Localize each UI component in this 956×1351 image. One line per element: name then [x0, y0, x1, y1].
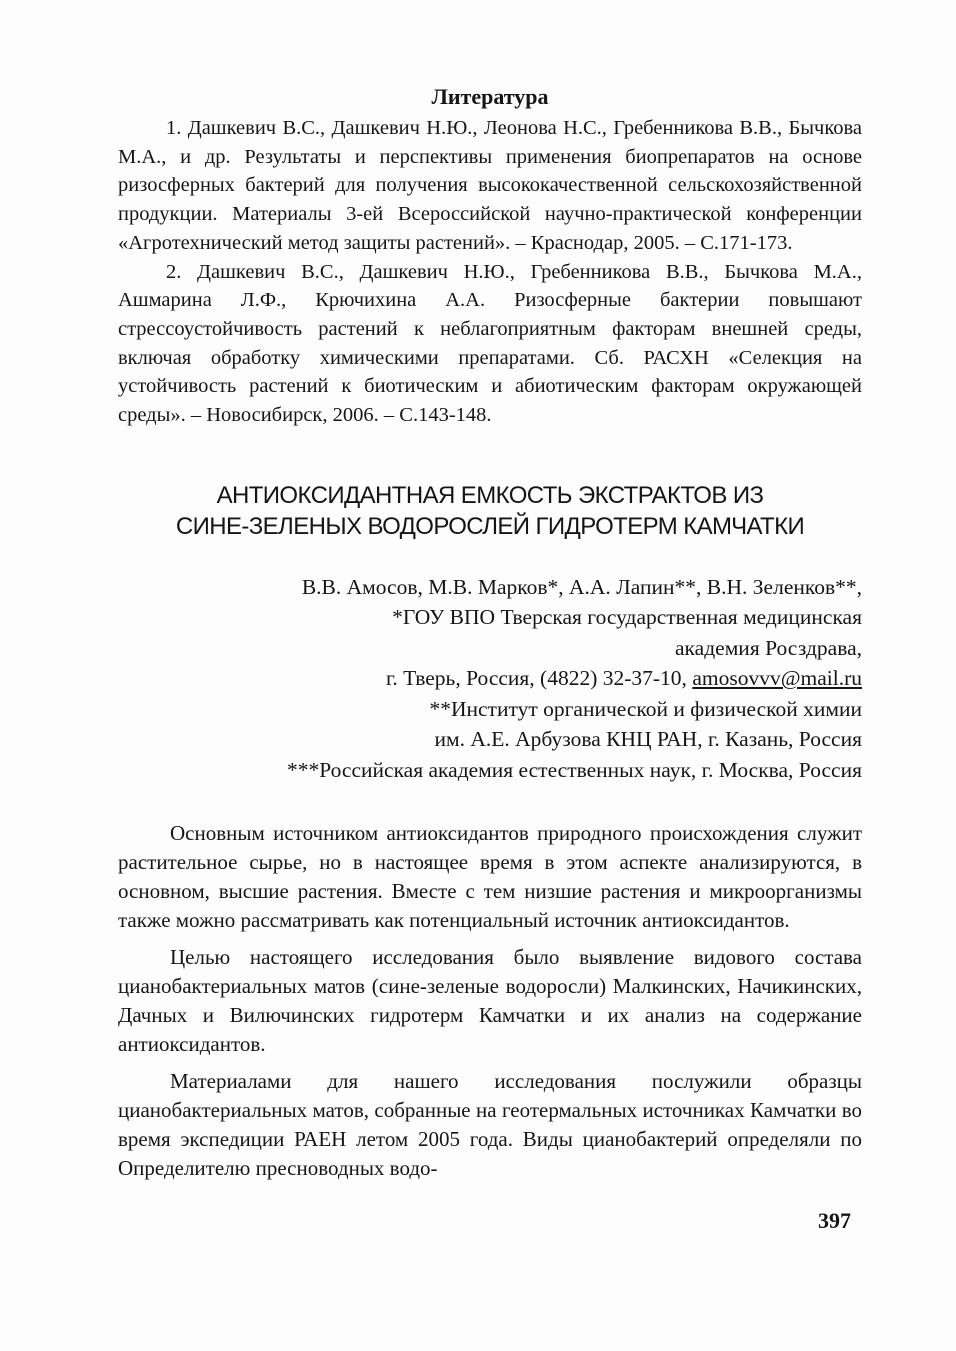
article-title-line-2: СИНЕ-ЗЕЛЕНЫХ ВОДОРОСЛЕЙ ГИДРОТЕРМ КАМЧАТКИ: [175, 512, 805, 540]
body-paragraph-1: Основным источником антиоксидантов природного происхождения служит растительное сырье, но в настоящее время в этом аспекте анализируются, в основном, высшие растения. Вместе с тем низшие растения и микроорганизмы также можно рассматривать как потенциальный источник антиоксидантов.: [118, 821, 862, 933]
page-number: 397: [818, 1208, 851, 1233]
reference-2: 2. Дашкевич В.С., Дашкевич Н.Ю., Гребенникова В.В., Бычкова М.А., Ашмарина Л.Ф., Крючихина А.А. Ризосферные бактерии повышают стрессоустойчивость растений к неблагоприятным факторам внешней среды, включая обработку химическими препаратами. Сб. РАСХН «Селекция на устойчивость растений к биотическим и абиотическим факторам окружающей среды». – Новосибирск, 2006. – С.143-148.: [118, 260, 862, 427]
affiliation-1-line-1: *ГОУ ВПО Тверская государственная медицинская: [392, 605, 862, 630]
affiliation-2-line-2: им. А.Е. Арбузова КНЦ РАН, г. Казань, Россия: [434, 727, 862, 752]
affiliation-1-line-3: [118, 663, 862, 694]
reference-1: 1. Дашкевич В.С., Дашкевич Н.Ю., Леонова Н.С., Гребенникова В.В., Бычкова М.А., и др. Результаты и перспективы применения биопрепаратов на основе ризосферных бактерий для получения высококачественной сельскохозяйственной продукции. Материалы 3-ей Всероссийской научно-практической конференции «Агротехнический метод защиты растений». – Краснодар, 2005. – С.171-173.: [118, 117, 862, 254]
body-paragraph-2: Целью настоящего исследования было выявление видового состава цианобактериальных матов (сине-зеленые водоросли) Малкинских, Начикинских, Дачных и Вилючинских гидротерм Камчатки и их анализ на содержание антиоксидантов.: [118, 945, 862, 1057]
affiliation-3: ***Российская академия естественных наук, г. Москва, Россия: [286, 757, 862, 782]
affiliation-1-address: г. Тверь, Россия, (4822) 32-37-10,: [386, 666, 693, 691]
article-body: [118, 819, 862, 1183]
email-link[interactable]: amosovvv@mail.ru: [692, 666, 862, 691]
page-content: [118, 84, 862, 1191]
article-title-line-1: АНТИОКСИДАНТНАЯ ЕМКОСТЬ ЭКСТРАКТОВ ИЗ: [216, 481, 764, 509]
author-list: В.В. Амосов, М.В. Марков*, А.А. Лапин**, В.Н. Зеленков**,: [301, 574, 862, 599]
body-paragraph-3: Материалами для нашего исследования послужили образцы цианобактериальных матов, собранные на геотермальных источниках Камчатки во время экспедиции РАЕН летом 2005 года. Виды цианобактерий определяли по Определителю пресноводных водо-: [118, 1069, 862, 1181]
affiliation-2-line-1: **Институт органической и физической химии: [429, 696, 862, 721]
authors-block: [118, 572, 862, 786]
literature-heading: Литература: [431, 84, 549, 109]
affiliation-1-line-2: академия Росздрава,: [675, 635, 862, 660]
article-title: [118, 480, 862, 542]
